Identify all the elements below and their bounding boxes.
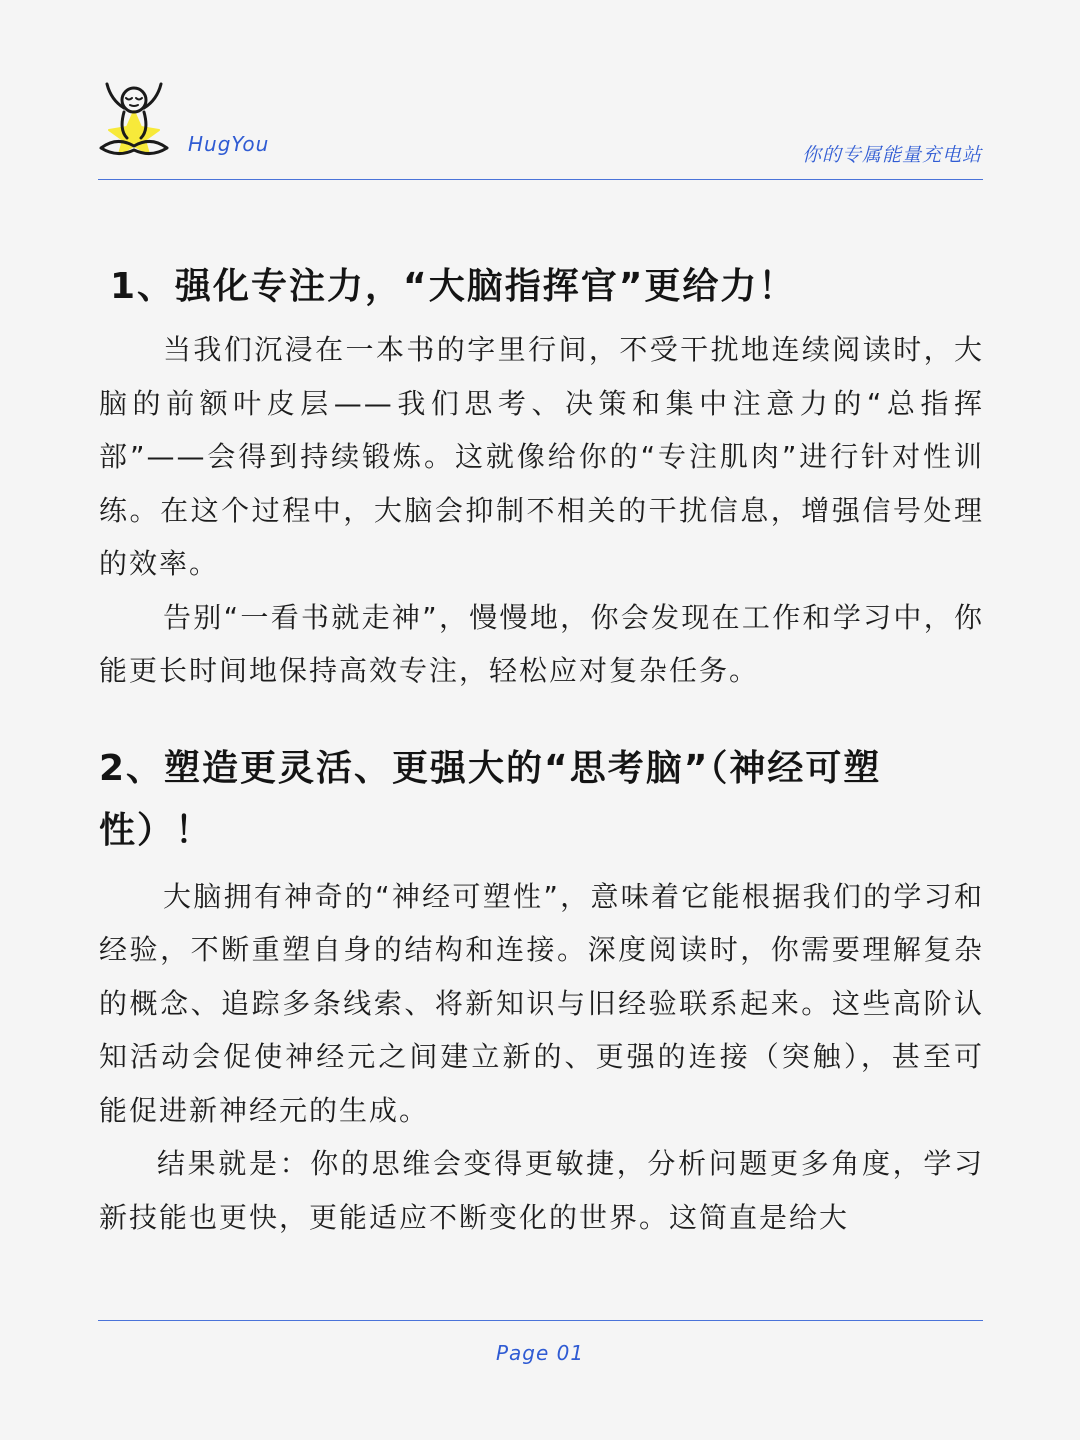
hugyou-logo-icon: [97, 80, 171, 158]
footer-divider: [98, 1320, 983, 1321]
paragraph: 大脑拥有神奇的“神经可塑性”，意味着它能根据我们的学习和经验，不断重塑自身的结构和连接。深度阅读时，你需要理解复杂的概念、追踪多条线索、将新知识与旧经验联系起来。这些高阶认知活动会促使神经元之间建立新的、更强的连接（突触），甚至可能促进新神经元的生成。: [99, 879, 984, 1127]
paragraph: 告别“一看书就走神”，慢慢地，你会发现在工作和学习中，你能更长时间地保持高效专注，轻松应对复杂任务。: [99, 600, 984, 687]
slogan: 你的专属能量充电站: [801, 144, 982, 166]
section-heading: 1、强化专注力，“大脑指挥官”更给力！: [110, 266, 797, 307]
header-divider: [98, 179, 983, 180]
section-heading: 2、塑造更灵活、更强大的“思考脑”（神经可塑性）！: [99, 747, 882, 851]
paragraph: 当我们沉浸在一本书的字里行间，不受干扰地连续阅读时，大脑的前额叶皮层——我们思考、决策和集中注意力的“总指挥部”——会得到持续锻炼。这就像给你的“专注肌肉”进行针对性训练。在这个过程中，大脑会抑制不相关的干扰信息，增强信号处理的效率。: [99, 333, 984, 580]
paragraph: 结果就是：你的思维会变得更敏捷，分析问题更多角度，学习新技能也更快，更能适应不断变化的世界。这简直是给大: [99, 1147, 984, 1234]
page-number: Page 01: [495, 1341, 585, 1365]
article-body: [99, 256, 984, 1244]
brand-name: HugYou: [188, 132, 270, 156]
